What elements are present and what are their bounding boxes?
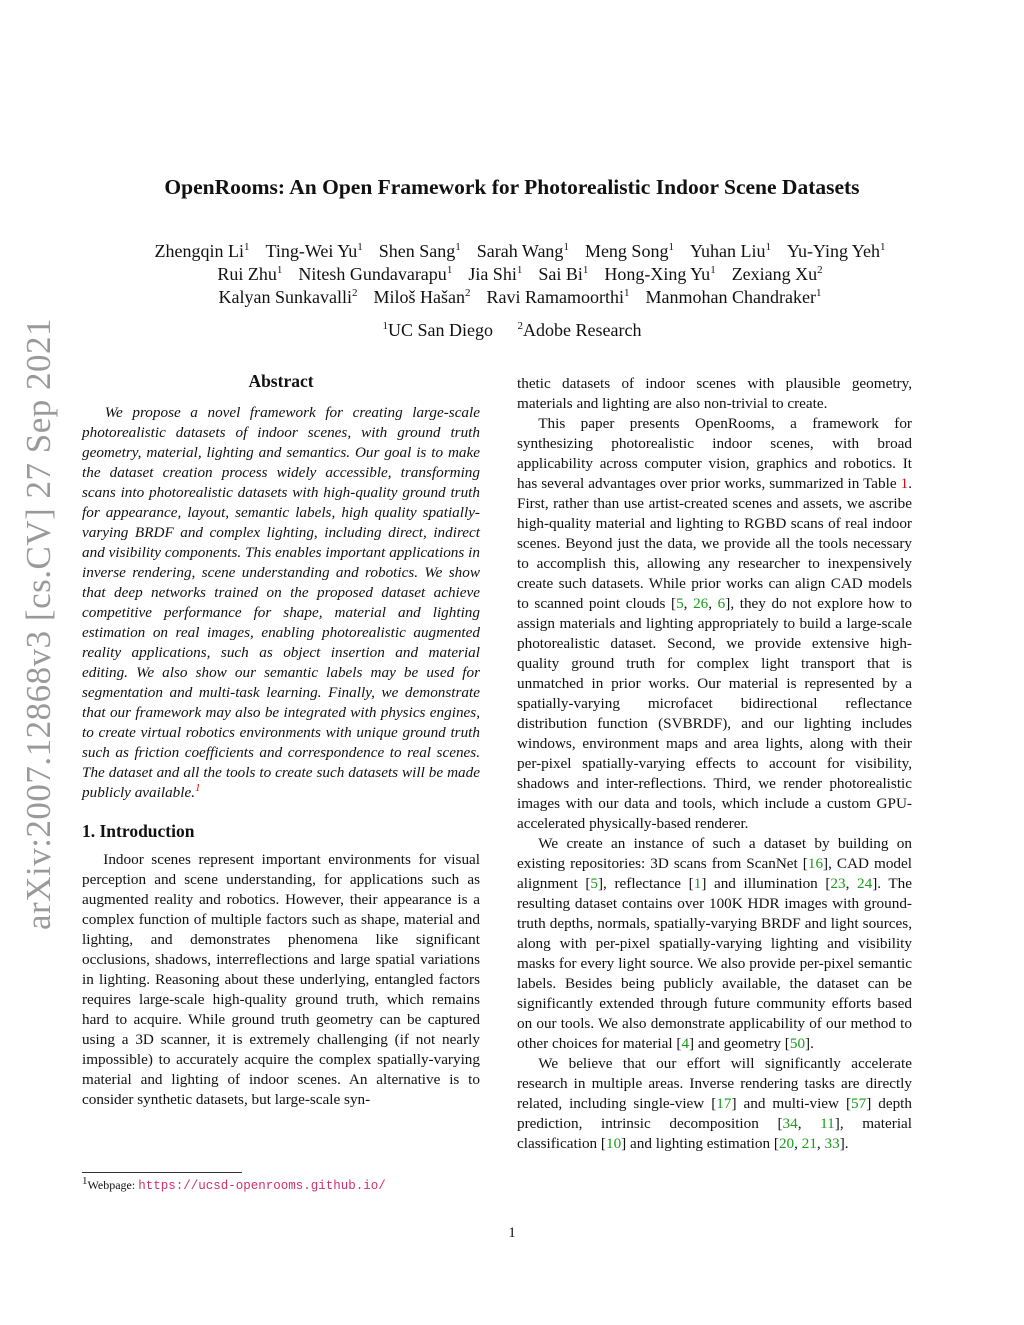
affiliations (0, 320, 1024, 341)
citation-link[interactable]: 24 (857, 875, 873, 892)
right-paragraph-0: thetic datasets of indoor scenes with plausible geometry, materials and lighting are also non-trivial to create. (517, 375, 912, 412)
author-name: Shen Sang (378, 241, 456, 261)
author-name: Jia Shi (468, 264, 517, 284)
citation-link[interactable]: 20 (778, 1135, 795, 1152)
citation-link[interactable]: 34 (782, 1115, 798, 1132)
footnote-rule (82, 1172, 242, 1173)
citation-link[interactable]: 5 (676, 595, 684, 612)
author: Jia Shi$^1$ (468, 264, 523, 284)
author-name: Miloš Hašan (373, 287, 466, 307)
citation-link[interactable]: 21 (801, 1135, 817, 1152)
table-ref[interactable]: 1 (900, 475, 909, 492)
introduction-heading: 1. Introduction (82, 821, 195, 841)
citation-link[interactable]: 16 (807, 855, 824, 872)
author-name: Rui Zhu (217, 264, 277, 284)
abstract-heading: Abstract (248, 371, 314, 391)
citation-link[interactable]: 26 (693, 595, 709, 612)
affiliation-ucsd: $^1$UC San Diego (382, 320, 494, 340)
author: Rui Zhu$^1$ (217, 264, 283, 284)
author-list (60, 240, 980, 309)
author: Sai Bi$^1$ (538, 264, 589, 284)
citation-link[interactable]: 23 (830, 875, 846, 892)
citation-link[interactable]: 17 (716, 1095, 732, 1112)
citation-link[interactable]: 5 (590, 875, 598, 892)
abstract-text: We propose a novel framework for creating large-scale photorealistic datasets of indoor scenes, with ground truth geometry, material, lighting and semantics. Our goal is to make the dataset creation process widely accessible, transforming scans into photorealistic datasets with high-quality ground truth for appearance, layout, semantic labels, high quality spatially-varying BRDF and complex lighting, including direct, indirect and visibility components. This enables important applications in inverse rendering, scene understanding and robotics. We show that deep networks trained on the proposed dataset achieve competitive performance for shape, material and lighting estimation on real images, enabling photorealistic augmented reality applications, such as object insertion and material editing. We also show our semantic labels may be used for segmentation and multi-task learning. Finally, we demonstrate that our framework may also be integrated with physics engines, to create virtual robotics environments with unique ground truth such as friction coefficients and correspondence to real scenes. The dataset and all the tools to create such datasets will be made publicly available.$^1$ (82, 404, 480, 801)
author-name: Sai Bi (538, 264, 583, 284)
author: Zhengqin Li$^1$ (154, 241, 250, 261)
citation-link[interactable]: 50 (789, 1035, 806, 1052)
author-name: Yu-Ying Yeh (786, 241, 880, 261)
webpage-link[interactable]: https://ucsd-openrooms.github.io/ (138, 1179, 386, 1193)
author-name: Kalyan Sunkavalli (218, 287, 353, 307)
citation-link[interactable]: 57 (851, 1095, 867, 1112)
author-name: Hong-Xing Yu (604, 264, 711, 284)
author: Ting-Wei Yu$^1$ (265, 241, 363, 261)
right-column (517, 374, 912, 1154)
page-number: 1 (508, 1225, 516, 1241)
author-row-2 (60, 263, 980, 286)
citation-link[interactable]: 4 (681, 1035, 690, 1052)
author: Manmohan Chandraker$^1$ (645, 287, 822, 307)
author: Sarah Wang$^1$ (476, 241, 569, 261)
author: Yuhan Liu$^1$ (689, 241, 771, 261)
author: Kalyan Sunkavalli$^2$ (218, 287, 358, 307)
right-paragraph-1: This paper presents OpenRooms, a framework for synthesizing photorealistic indoor scenes, with broad applicability across computer vision, graphics and robotics. It has several advantages over prior works, summarized in Table 1. First, rather than use artist-created scenes and assets, we ascribe high-quality material and lighting to RGBD scans of real indoor scenes. Beyond just the data, we provide all the tools necessary to accomplish this, allowing any researcher to inexpensively create such datasets. While prior works can align CAD models to scanned point clouds [5, 26, 6], they do not explore how to assign materials and lighting appropriately to build a large-scale photorealistic dataset. Second, we provide extensive high-quality ground truth for complex light transport that is unmatched in prior works. Our material is represented by a spatially-varying microfacet bidirectional reflectance distribution function (SVBRDF), and our lighting includes windows, environment maps and area lights, along with their per-pixel spatially-varying effects to account for visibility, shadows and inter-reflections. Third, we render photorealistic images with our data and tools, which include a custom GPU-accelerated physically-based renderer. (517, 415, 912, 832)
author-name: Ting-Wei Yu (265, 241, 358, 261)
author-row-1 (60, 240, 980, 263)
author: Miloš Hašan$^2$ (373, 287, 471, 307)
left-column (82, 371, 480, 1110)
author: Zexiang Xu$^2$ (731, 264, 823, 284)
author-name: Nitesh Gundavarapu (298, 264, 447, 284)
author: Meng Song$^1$ (584, 241, 674, 261)
right-paragraph-2: We create an instance of such a dataset by building on existing repositories: 3D scans from ScanNet [16], CAD model alignment [5], reflectance [1] and illumination [23, 24]. The resulting dataset contains over 100K HDR images with ground-truth depths, normals, spatially-varying BRDF and light sources, along with per-pixel spatially-varying lighting and visibility masks for every light source. We also provide per-pixel semantic labels. Besides being publicly available, the dataset can be significantly extended through future community efforts based on our tools. We also demonstrate applicability of our method to other choices for material [4] and geometry [50]. (517, 835, 912, 1052)
paper-title: OpenRooms: An Open Framework for Photorealistic Indoor Scene Datasets (164, 175, 860, 199)
author: Shen Sang$^1$ (378, 241, 461, 261)
author-name: Manmohan Chandraker (645, 287, 816, 307)
citation-link[interactable]: 6 (717, 595, 726, 612)
citation-link[interactable]: 11 (820, 1115, 835, 1132)
author: Ravi Ramamoorthi$^1$ (486, 287, 630, 307)
citation-link[interactable]: 10 (605, 1135, 622, 1152)
footnote-ref[interactable]: 1 (195, 781, 201, 794)
author-name: Zhengqin Li (154, 241, 244, 261)
author-name: Yuhan Liu (689, 241, 766, 261)
author-name: Zexiang Xu (731, 264, 818, 284)
intro-paragraph-1: Indoor scenes represent important environments for visual perception and scene understanding, for applications such as augmented reality and robotics. However, their appearance is a complex function of multiple factors such as shape, material and lighting, and demonstrates phenomena like significant occlusions, shadows, interreflections and large spatial variations in lighting. Reasoning about these underlying, entangled factors requires large-scale high-quality ground truth, which remains hard to acquire. While ground truth geometry can be captured using a 3D scanner, it is extremely challenging (if not nearly impossible) to accurately acquire the complex spatially-varying material and lighting of indoor scenes. An alternative is to consider synthetic datasets, but large-scale syn- (82, 851, 480, 1108)
author-name: Meng Song (584, 241, 669, 261)
affiliation-adobe: $^2$Adobe Research (517, 320, 642, 340)
citation-link[interactable]: 1 (693, 875, 702, 892)
author-row-3 (60, 286, 980, 309)
author: Yu-Ying Yeh$^1$ (786, 241, 886, 261)
right-paragraph-3: We believe that our effort will significantly accelerate research in multiple areas. Inverse rendering tasks are directly related, including single-view [17] and multi-view [57] depth prediction, intrinsic decomposition [34, 11], material classification [10] and lighting estimation [20, 21, 33]. (517, 1055, 913, 1152)
arxiv-stamp: arXiv:2007.12868v3 [cs.CV] 27 Sep 2021 (19, 317, 58, 930)
author-name: Ravi Ramamoorthi (486, 287, 624, 307)
author: Hong-Xing Yu$^1$ (604, 264, 716, 284)
author-name: Sarah Wang (476, 241, 564, 261)
citation-link[interactable]: 33 (824, 1135, 840, 1152)
author: Nitesh Gundavarapu$^1$ (298, 264, 453, 284)
footnote: $^1$Webpage: https://ucsd-openrooms.github.io/ (82, 1175, 386, 1193)
